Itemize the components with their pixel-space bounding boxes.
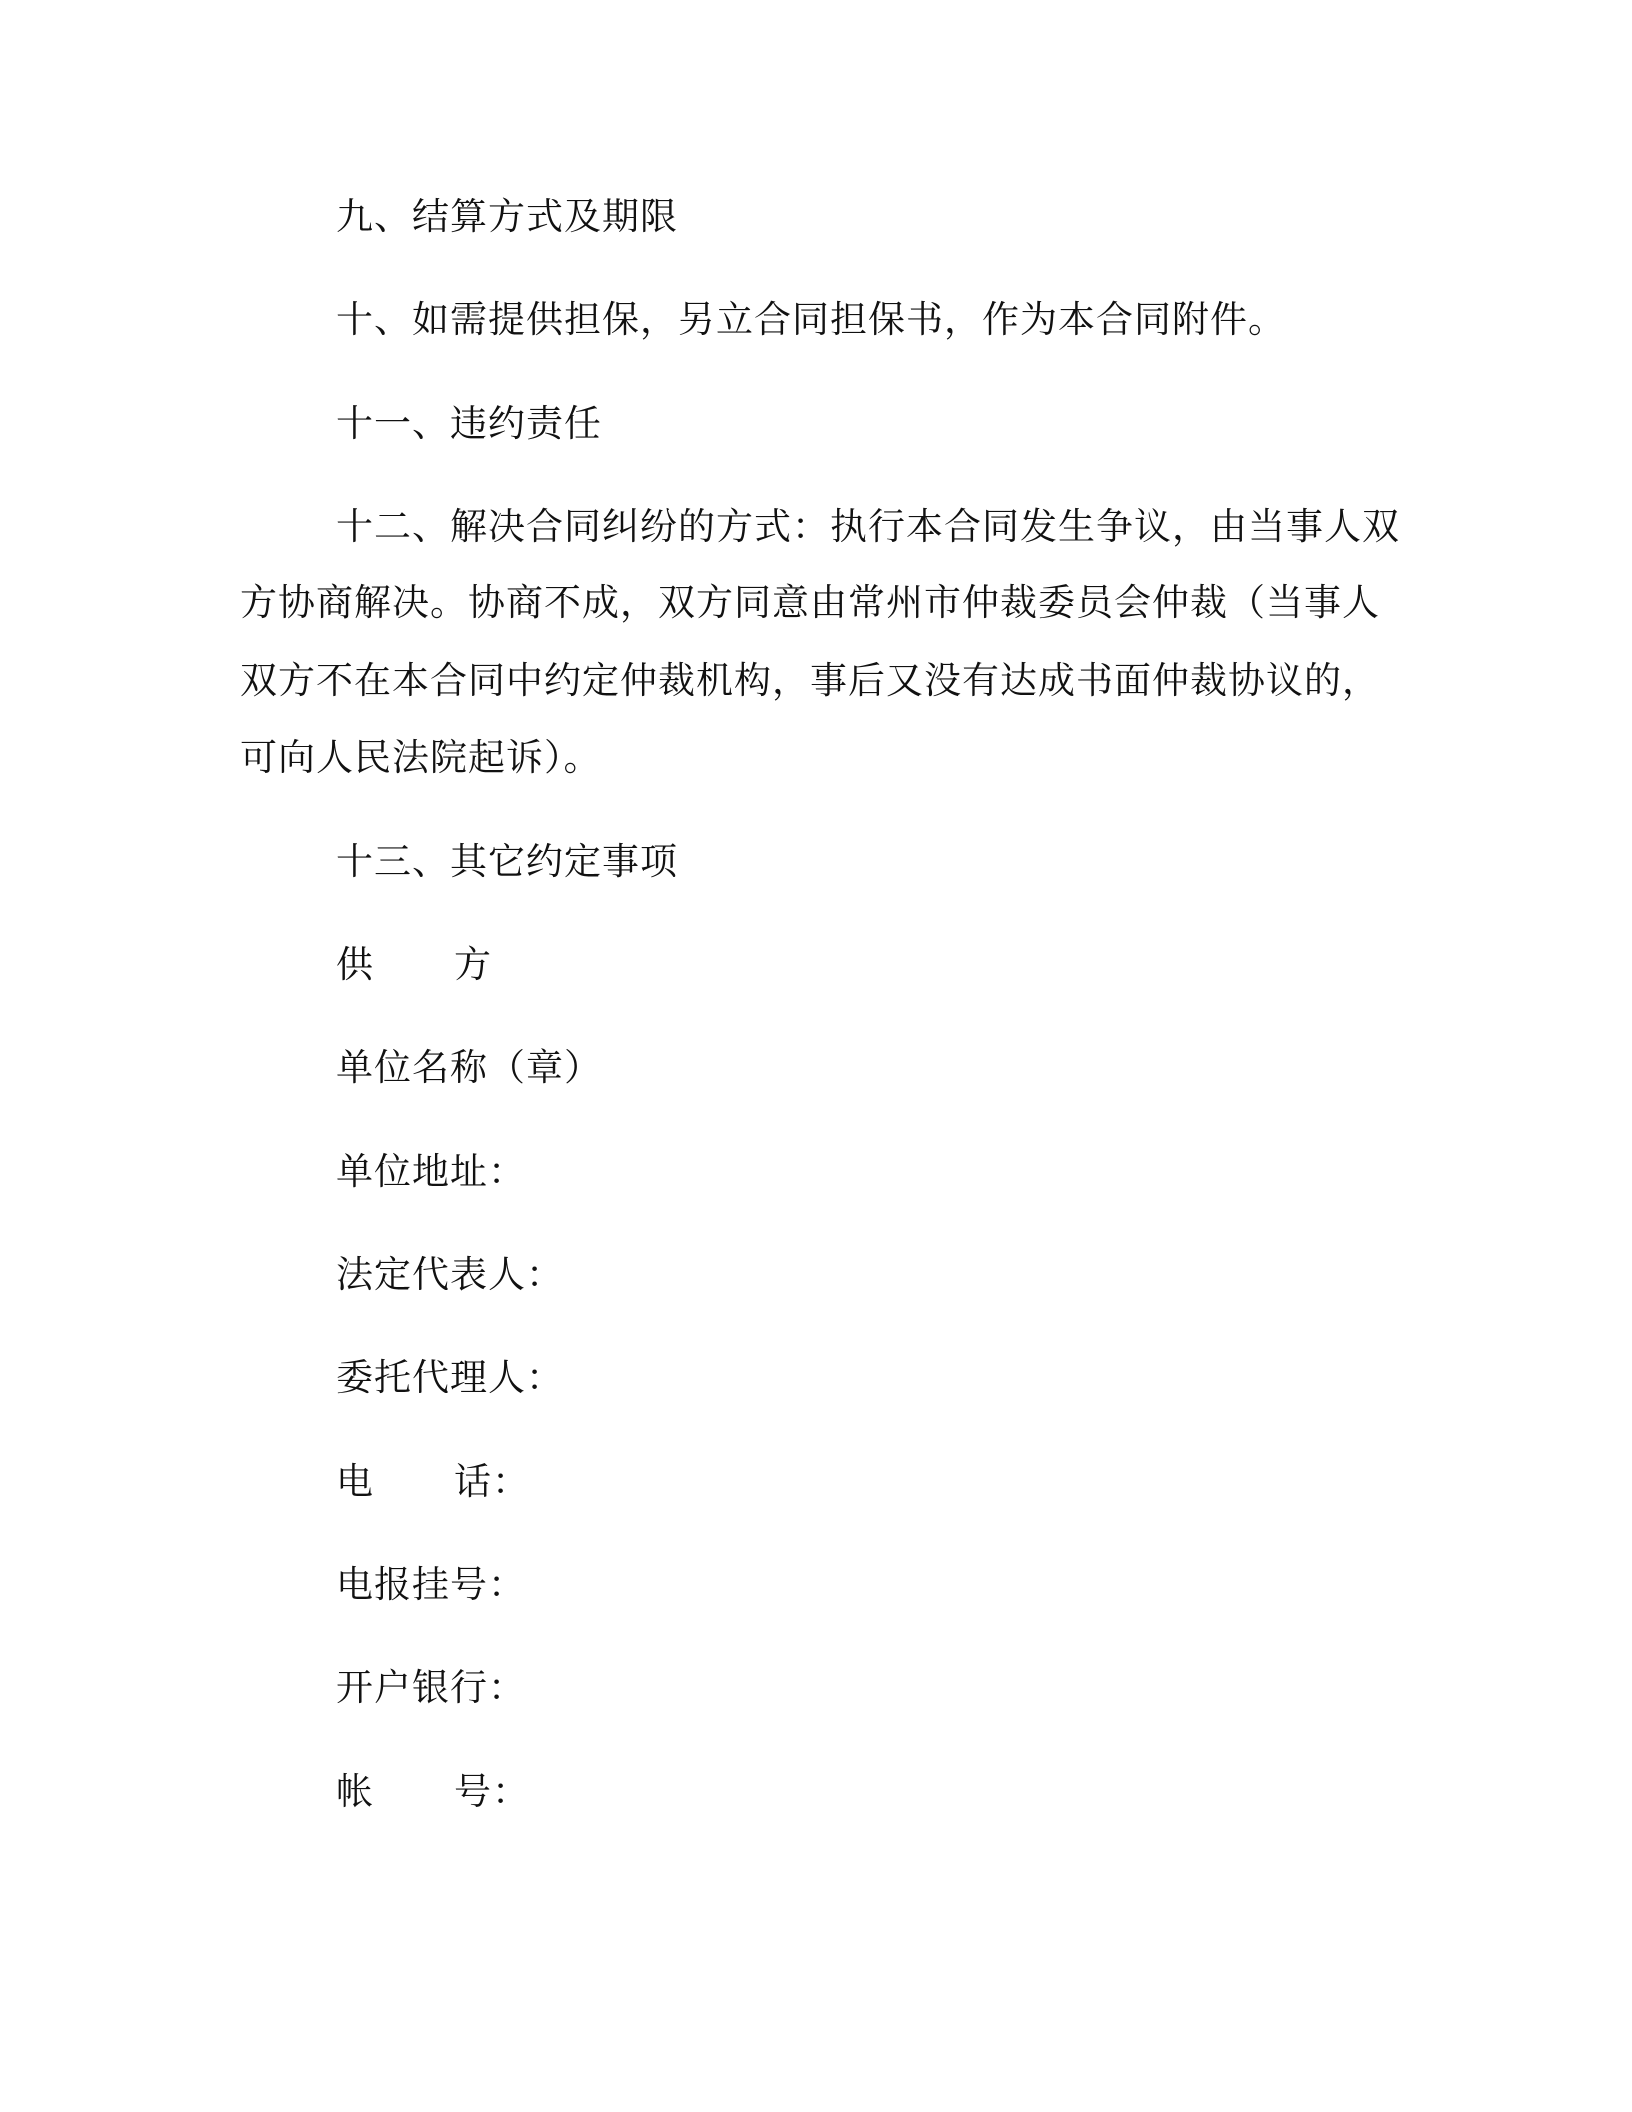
phone-label xyxy=(336,1460,530,1504)
clause-12-line-2: 方协商解决。协商不成，双方同意由常州市仲裁委员会仲裁（当事人 xyxy=(240,581,1380,624)
account-label xyxy=(336,1770,530,1814)
clause-13: 十三、其它约定事项 xyxy=(336,840,678,883)
phone-label-a: 电 xyxy=(336,1460,374,1503)
account-label-a: 帐 xyxy=(336,1770,374,1813)
clause-9: 九、结算方式及期限 xyxy=(336,195,678,238)
clause-12-line-4: 可向人民法院起诉）。 xyxy=(240,736,602,779)
legal-representative-label: 法定代表人： xyxy=(336,1253,564,1296)
supplier-heading xyxy=(336,943,492,987)
supplier-heading-a: 供 xyxy=(336,943,374,986)
authorized-agent-label: 委托代理人： xyxy=(336,1356,564,1399)
bank-label: 开户银行： xyxy=(336,1666,526,1709)
unit-address-label: 单位地址： xyxy=(336,1150,526,1193)
account-label-b: 号： xyxy=(454,1770,530,1813)
clause-11: 十一、违约责任 xyxy=(336,402,602,445)
phone-label-b: 话： xyxy=(454,1460,530,1503)
telegram-label: 电报挂号： xyxy=(336,1563,526,1606)
clause-10: 十、如需提供担保，另立合同担保书，作为本合同附件。 xyxy=(336,298,1286,341)
unit-name-label: 单位名称（章） xyxy=(336,1046,602,1089)
clause-12-line-3: 双方不在本合同中约定仲裁机构，事后又没有达成书面仲裁协议的， xyxy=(240,659,1380,702)
clause-12-line-1: 十二、解决合同纠纷的方式：执行本合同发生争议，由当事人双 xyxy=(336,505,1400,548)
supplier-heading-b: 方 xyxy=(454,943,492,986)
